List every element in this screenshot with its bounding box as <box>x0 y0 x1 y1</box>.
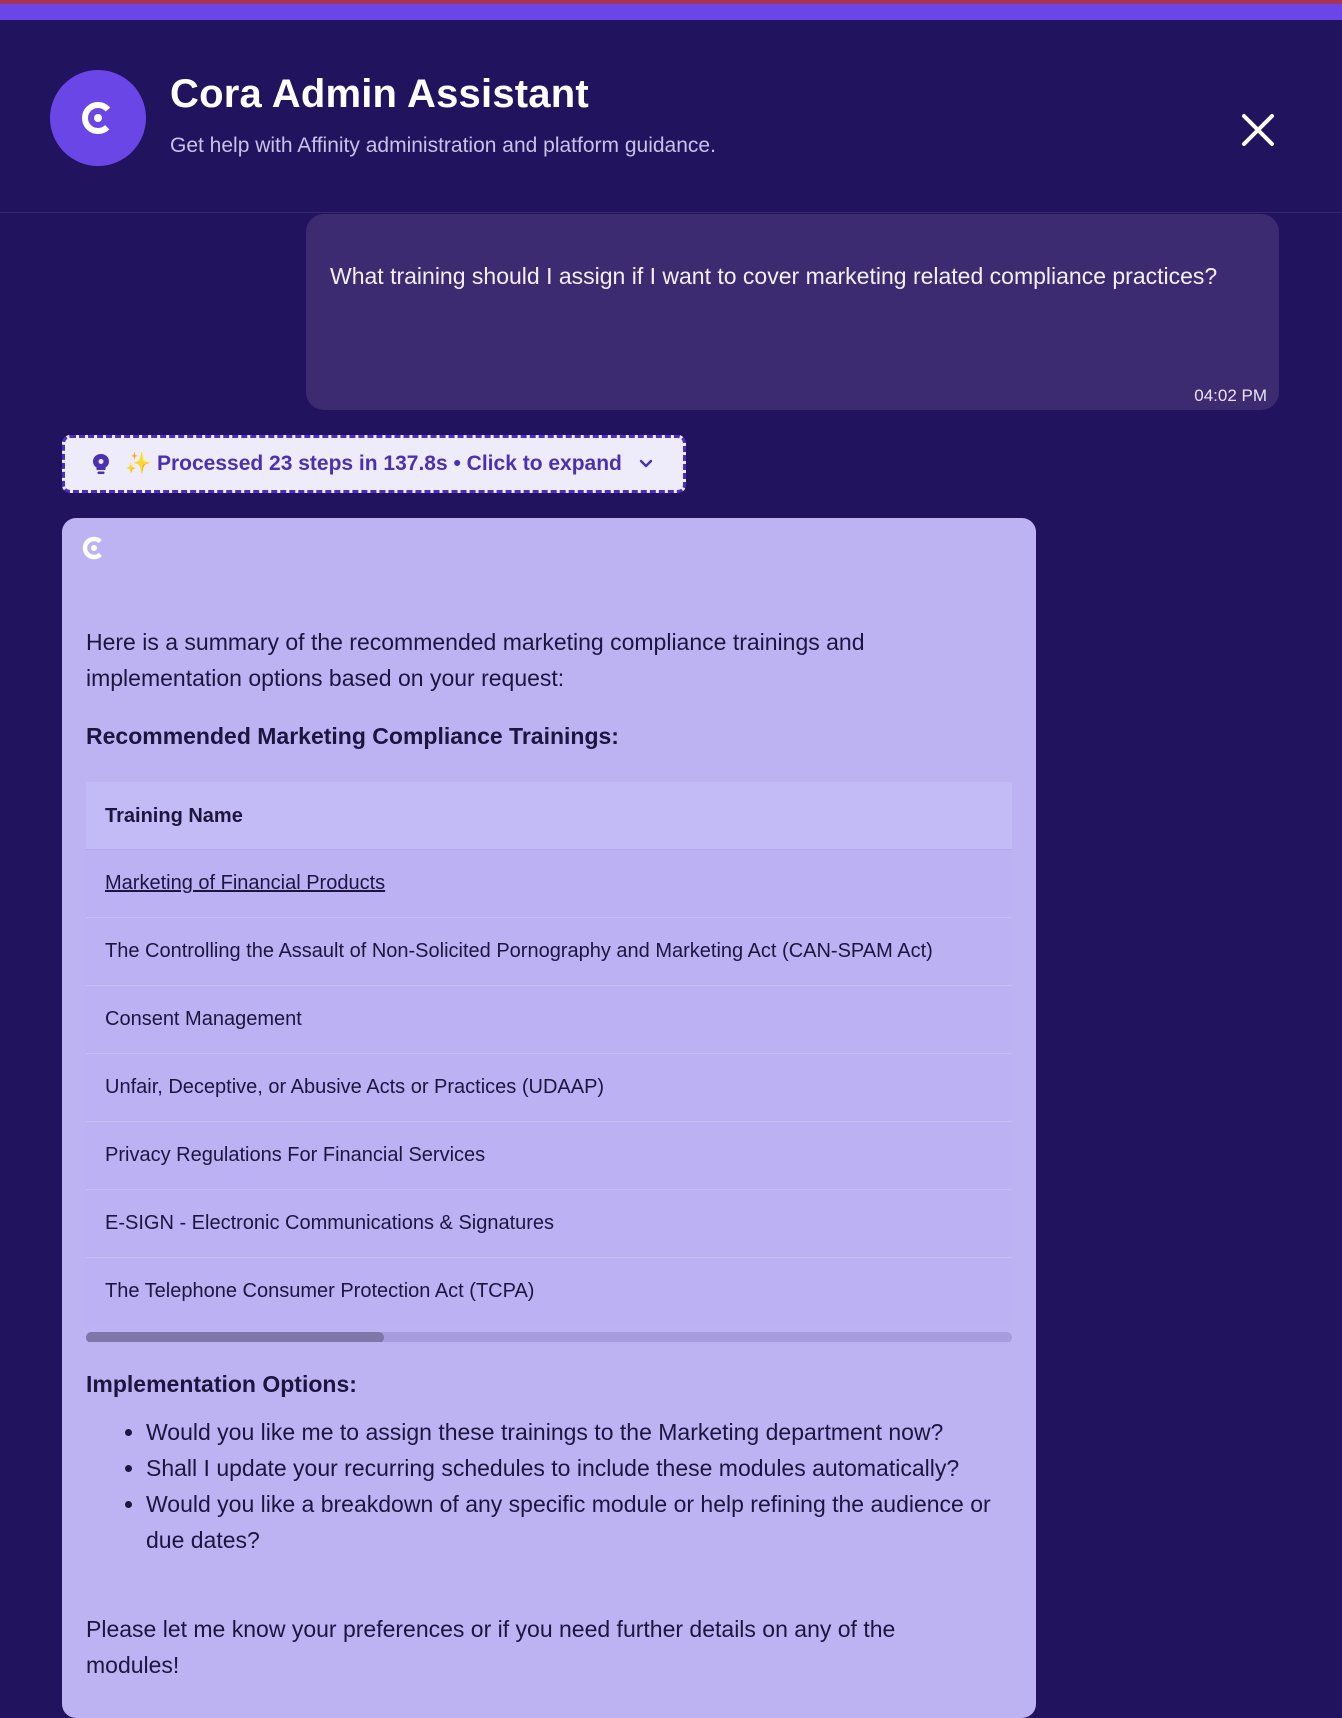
chat-header <box>0 20 1342 213</box>
chevron-down-icon <box>638 458 654 470</box>
user-message-bubble <box>306 214 1279 410</box>
lightbulb-icon <box>91 453 111 475</box>
message-timestamp: 04:02 PM <box>1194 386 1267 405</box>
cora-avatar-icon <box>79 533 109 563</box>
assistant-message-bubble <box>62 518 1036 1718</box>
implementation-heading: Implementation Options: <box>86 1371 357 1397</box>
close-icon[interactable] <box>1240 112 1276 148</box>
trainings-table <box>86 782 1012 1342</box>
list-item: • Shall I update your recurring schedules to include these modules automatically? <box>146 1450 1016 1486</box>
table-cell: Consent Management <box>105 1008 302 1030</box>
table-row <box>86 1122 1012 1190</box>
recommended-heading: Recommended Marketing Compliance Trainings: <box>86 723 619 749</box>
assistant-intro-text: Here is a summary of the recommended marketing compliance trainings and implementation options based on your request: <box>86 629 865 691</box>
table-cell: The Controlling the Assault of Non-Solicited Pornography and Marketing Act (CAN-SPAM Act) <box>105 940 933 962</box>
table-cell: The Telephone Consumer Protection Act (TCPA) <box>105 1280 535 1302</box>
table-cell: E-SIGN - Electronic Communications & Signatures <box>105 1212 555 1234</box>
scrollbar-thumb[interactable] <box>86 1332 384 1342</box>
table-row <box>86 986 1012 1054</box>
page-title: Cora Admin Assistant <box>170 72 589 116</box>
table-row <box>86 850 1012 918</box>
table-row <box>86 1054 1012 1122</box>
page-subtitle: Get help with Affinity administration and platform guidance. <box>170 134 716 157</box>
close-button[interactable] <box>1240 112 1276 148</box>
table-row <box>86 918 1012 986</box>
table-row <box>86 1190 1012 1258</box>
processed-steps-label: ✨ Processed 23 steps in 137.8s • Click to expand <box>125 452 622 475</box>
table-row <box>86 1258 1012 1326</box>
table-header <box>86 782 1012 850</box>
table-cell: Unfair, Deceptive, or Abusive Acts or Practices (UDAAP) <box>105 1076 605 1098</box>
user-message-text: What training should I assign if I want to cover marketing related compliance practices? <box>330 263 1218 289</box>
processed-steps-toggle[interactable] <box>62 435 686 493</box>
horizontal-scrollbar[interactable] <box>86 1332 1012 1342</box>
implementation-options-list <box>86 1414 1016 1558</box>
table-cell: Privacy Regulations For Financial Services <box>105 1144 486 1166</box>
column-header-training-name: Training Name <box>105 805 243 827</box>
training-link[interactable]: Marketing of Financial Products <box>105 872 386 894</box>
list-item: • Would you like me to assign these trainings to the Marketing department now? <box>146 1414 1016 1450</box>
top-accent-bar <box>0 0 1342 20</box>
list-item: • Would you like a breakdown of any specific module or help refining the audience or due dates? <box>146 1486 1016 1558</box>
assistant-closing-text: Please let me know your preferences or if you need further details on any of the modules! <box>86 1616 896 1678</box>
cora-logo-icon <box>50 70 146 166</box>
